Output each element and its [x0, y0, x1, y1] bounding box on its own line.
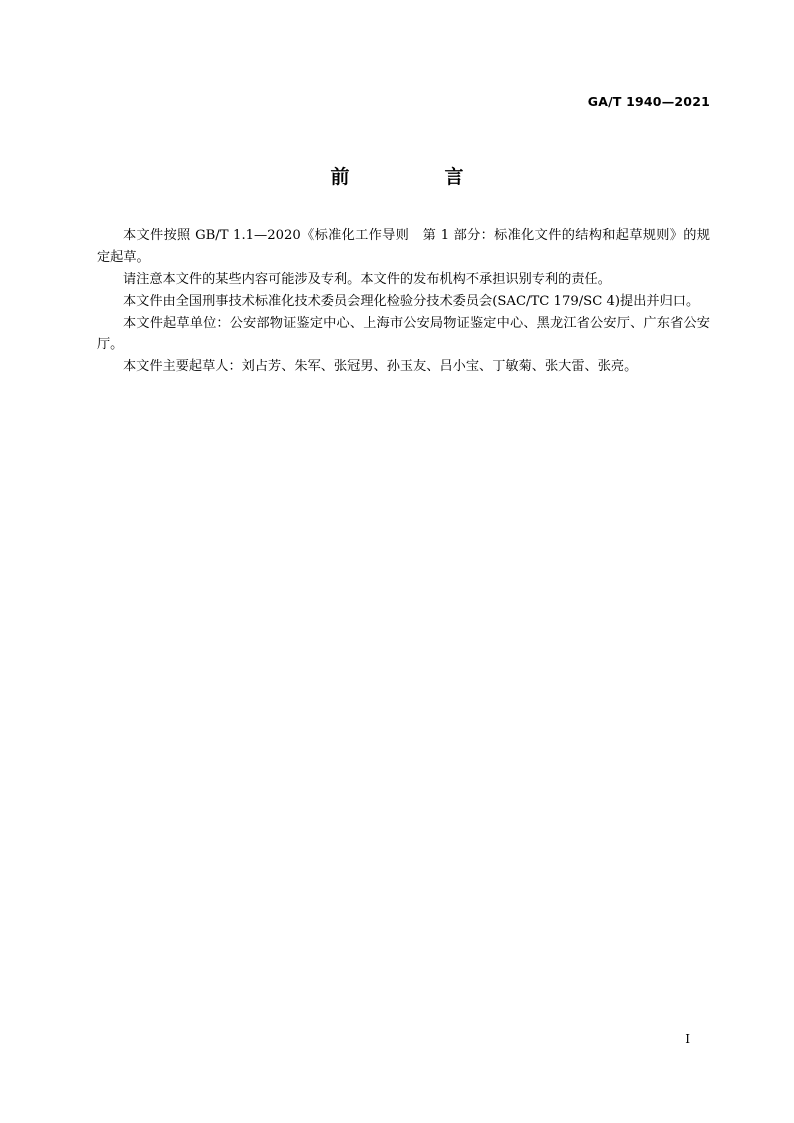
- paragraph-drafters: 本文件主要起草人：刘占芳、朱军、张冠男、孙玉友、吕小宝、丁敏菊、张大雷、张亮。: [123, 359, 638, 374]
- page-title: 前 言: [330, 166, 502, 188]
- paragraph-proposer: 本文件由全国刑事技术标准化技术委员会理化检验分技术委员会(SAC/TC 179/SC 4)提出并归口。: [123, 293, 700, 309]
- paragraph-drafting-rules: 本文件按照 GB/T 1.1—2020《标准化工作导则 第 1 部分：标准化文件的结构和起草规则》的规定起草。: [97, 228, 710, 265]
- paragraph-patent-notice: 请注意本文件的某些内容可能涉及专利。本文件的发布机构不承担识别专利的责任。: [123, 271, 611, 287]
- document-code: GA/T 1940—2021: [587, 94, 710, 109]
- paragraph-drafting-units: 本文件起草单位：公安部物证鉴定中心、上海市公安局物证鉴定中心、黑龙江省公安厅、广东省公安厅。: [97, 315, 710, 352]
- foreword-body: [97, 225, 710, 378]
- page-number: I: [685, 1032, 690, 1046]
